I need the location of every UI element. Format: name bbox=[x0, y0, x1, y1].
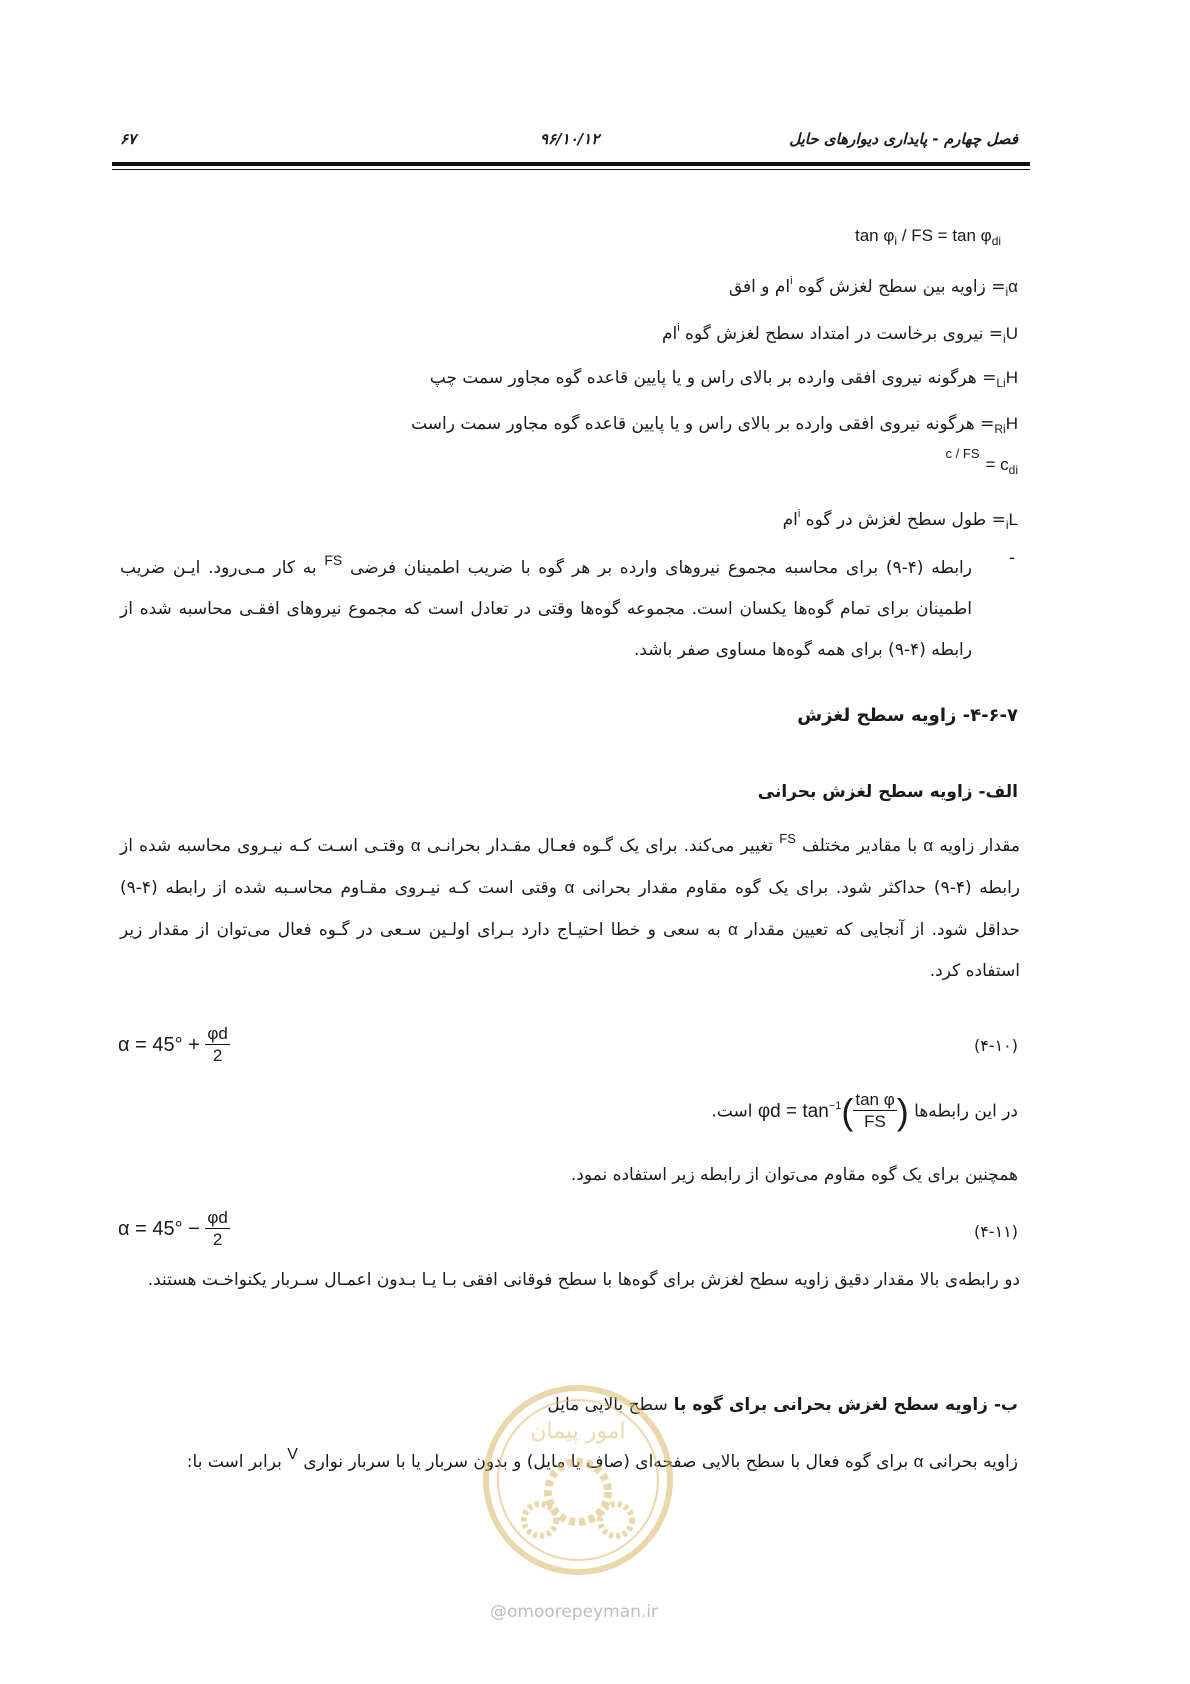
watermark-text: @omoorepeyman.ir bbox=[490, 1602, 659, 1622]
header-rule-thin bbox=[112, 169, 1030, 170]
paragraph-two-relations: دو رابطه‌ی بالا مقدار دقیق زاویه سطح لغزش برای گوه‌ها با سطح فوقانی افقی بـا یـا بـدون اعمـال سـربار یکنواخـت هستند. bbox=[147, 1270, 1020, 1290]
subsection-b-heading: ب- زاویه سطح لغزش بحرانی برای گوه با سطح بالایی مایل bbox=[547, 1395, 1018, 1415]
header-date: ۹۶/۱۰/۱۲ bbox=[540, 130, 600, 148]
bullet-dash: - bbox=[1008, 548, 1015, 568]
header-rule-thick bbox=[112, 162, 1030, 166]
subsection-a-heading: الف- زاویه سطح لغزش بحرانی bbox=[757, 782, 1018, 802]
paragraph-b: زاویه بحرانی α برای گوه فعال با سطح بالایی صفحه‌ای (صاف یا مایل) و بدون سربار یا با سربار نواری V برابر است با: bbox=[186, 1446, 1018, 1472]
equation-10: α = 45° + $\frac{\varphi d}{2}$ bbox=[118, 1024, 228, 1065]
definition-alpha: $\alpha_i=$ زاویه بین سطح لغزش گوه $^i$ام و افق bbox=[728, 275, 1018, 299]
phi-d-definition: در این رابطه‌ها $\varphi d = \tan^{-1}$( $\frac{\text{tan φ}}{FS}$ ) است. bbox=[711, 1090, 1018, 1132]
also-line: همچنین برای یک گوه مقاوم می‌توان از رابطه زیر استفاده نمود. bbox=[570, 1165, 1018, 1185]
bullet-paragraph: رابطه (۴-۹) برای محاسبه مجموع نیروهای وارده بر هر گوه با ضریب اطمینان فرضی $^{FS}$ به کار مـی‌رود. ایـن ضریب اطمینان برای تمام گوه‌ها یکسان است. مجموعه گوه‌ها وقتی در تعادل است که مجموع نیروهای افقـی محاسبه شده از رابطه (۴-۹) برای همه گوه‌ها مساوی صفر باشد. bbox=[120, 552, 972, 660]
watermark-seal-text: امور پیمان bbox=[530, 1419, 626, 1444]
equation-11-fraction: $\frac{\varphi d}{2}$ bbox=[207, 1208, 228, 1249]
section-heading: ۴-۶-۷- زاویه سطح لغزش bbox=[797, 705, 1018, 726]
definition-cohesion: $c / FS= c_{di}$ bbox=[945, 446, 1018, 477]
watermark-seal-icon bbox=[478, 1380, 678, 1580]
definition-h-right: $H_{Ri}=$ هرگونه نیروی افقی وارده بر بالای راس و یا پایین قاعده گوه مجاور سمت راست bbox=[411, 414, 1018, 436]
chapter-title: فصل چهارم - پایداری دیوارهای حایل bbox=[789, 130, 1018, 148]
definition-length: $L_i=$ طول سطح لغزش در گوه $^i$ام bbox=[782, 508, 1018, 532]
definition-uplift: $U_i=$ نیروی برخاست در امتداد سطح لغزش گوه $^i$ام bbox=[661, 322, 1018, 346]
phi-d-fraction: $\frac{\text{tan φ}}{FS}$ bbox=[855, 1090, 895, 1131]
page-number: ۶۷ bbox=[120, 130, 137, 148]
definition-tan-phi: $\tan \varphi_i$ / FS = $\tan \varphi_{di}$ bbox=[855, 226, 1002, 248]
equation-10-number: (۴-۱۰) bbox=[973, 1036, 1018, 1055]
definition-h-left: $H_{Li}=$ هرگونه نیروی افقی وارده بر بالای راس و یا پایین قاعده گوه مجاور سمت چپ bbox=[429, 368, 1018, 390]
equation-11: α = 45° − $\frac{\varphi d}{2}$ bbox=[118, 1208, 228, 1249]
equation-11-number: (۴-۱۱) bbox=[973, 1222, 1018, 1241]
paragraph-a: مقدار زاویه α با مقادیر مختلف $^{FS}$ تغییر می‌کند. برای یک گـوه فعـال مقـدار بحرانـی α وقتـی اسـت کـه نیـروی محاسبه شده از رابطه (۴-۹) حداکثر شود. برای یک گوه مقاوم مقدار بحرانی α وقتی است کـه نیـروی مقـاوم محاسـبه شده از رابطه (۴-۹) حداقل شود. از آنجایی که تعیین مقدار α به سعی و خطا احتیـاج دارد بـرای اولـین سـعی در گـوه فعال می‌توان از مقدار زیر استفاده کرد. bbox=[120, 831, 1021, 981]
equation-10-fraction: $\frac{\varphi d}{2}$ bbox=[207, 1024, 228, 1065]
